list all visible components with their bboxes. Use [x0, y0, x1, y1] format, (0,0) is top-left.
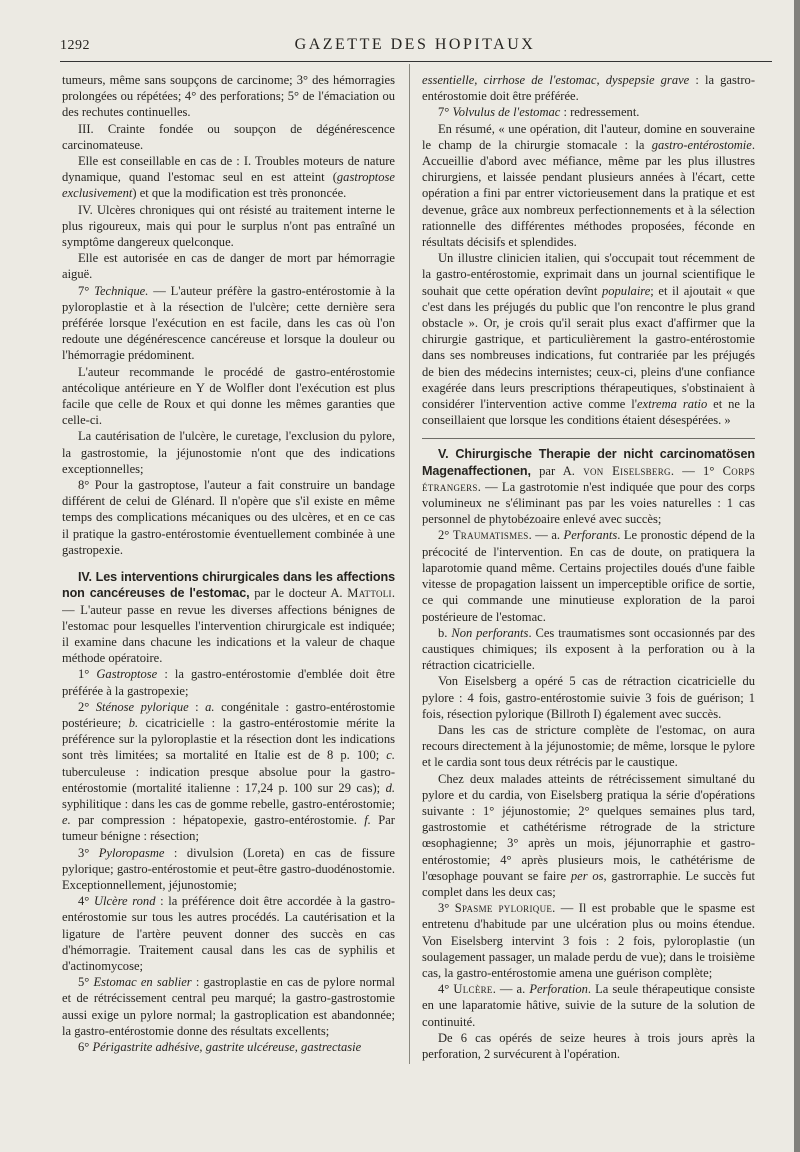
paragraph: 4° Ulcère. — a. Perforation. La seule thérapeutique consiste en une laparatomie hâtive, suivie de la suture de la solution de continuité. — [422, 982, 755, 1029]
left-column — [62, 72, 395, 1142]
page-edge-shadow — [794, 0, 800, 1152]
paragraph: tumeurs, même sans soupçons de carcinome; 3° des hémorragies prolongées ou répétées; 4° des perforations; 5° de l'émaciation ou des rechutes continuelles. — [62, 73, 395, 120]
paragraph: 4° Ulcère rond : la préférence doit être accordée à la gastro-entérostomie sur tous les autres procédés. La cautérisation et la ligature de l'artère peuvent donner des succès en cas d'hémorragie. Traitement causal dans les cas de syphilis et d'actinomycose; — [62, 894, 395, 973]
author-name: Eiselsberg — [603, 463, 671, 478]
paragraph: 5° Estomac en sablier : gastroplastie en cas de pylore normal et de rétrécissement central peu marqué; la gastro-gastrostomie aussi exige un pylore normal; la gastroplication est abandonnée; la gastro-entérostomie donne des résultats excellents; — [62, 975, 395, 1038]
column-divider — [409, 64, 410, 1064]
page-header — [60, 34, 770, 56]
paragraph: 7° Volvulus de l'estomac : redressement. — [438, 105, 640, 120]
paragraph: 6° Périgastrite adhésive, gastrite ulcéreuse, gastrectasie — [78, 1039, 362, 1054]
section-intro: IV. Les interventions chirurgicales dans les affections non cancéreuses de l'estomac, par le docteur A. Mattoli. — L'auteur passe en revue les diverses affections bénignes de l'estomac pour lesquelles l'intervention chirurgicale est indiquée; il examine dans chacune les indications et la valeur de chaque méthode opératoire. — [62, 570, 395, 666]
paragraph: III. Crainte fondée ou soupçon de dégénérescence carcinomateuse. — [62, 121, 395, 152]
paragraph: 3° Pyloropasme : divulsion (Loreta) en cas de fissure pylorique; gastro-entérostomie et peut-être gastro-duodénostomie. Exceptionnellement, jéjunostomie; — [62, 845, 395, 892]
author-name: Mattoli — [347, 586, 392, 601]
subheading: Corps étrangers — [422, 463, 755, 494]
subheading: Traumatismes — [452, 528, 529, 543]
subheading: Ulcère — [453, 982, 493, 997]
paragraph: 1° Gastroptose : la gastro-entérostomie d'emblée doit être préférée à la gastropexie; — [62, 667, 395, 698]
paragraph: L'auteur recommande le procédé de gastro-entérostomie antécolique antérieure en Y de Wolfler dont l'exécution est plus facile que celle de Roux et qui donne les mêmes garanties que celle-ci. — [62, 364, 395, 428]
paragraph: Chez deux malades atteints de rétrécissement simultané du pylore et du cardia, von Eiselsberg pratiqua la série d'opérations suivante : 1° jéjunostomie; 2° quelques semaines plus tard, gastrostomie et cathétérisme rétrograde de la stricture œsophagienne; 3° après un mois, jéjunorraphie et gastro-entérostomie; 4° après plusieurs mois, le cathétérisme de l'œsophage pouvant se faire per os, gastrorraphie. Le succès fut complet dans les deux cas; — [422, 771, 755, 899]
paragraph: 3° Spasme pylorique. — Il est probable que le spasme est entretenu d'habitude par une ulcération plus ou moins étendue. Von Eiselsberg intervint 3 fois : 2 fois, pyloroplastie (un soulagement passager, un malade perdu de vue); dans le troisième cas, la gastro-entérostomie amena une guérison complète; — [422, 901, 755, 980]
paragraph: Dans les cas de stricture complète de l'estomac, on aura recours directement à la jéjunostomie; de même, lorsque le pylore et le cardia sont tous deux rétrécis par le caustique. — [422, 722, 755, 770]
subheading: Spasme pylorique — [454, 901, 553, 916]
paragraph: Un illustre clinicien italien, qui s'occupait tout récemment de la gastro-entérostomie, exprimait dans un journal scientifique le souhait que cette opération devînt populaire; et il ajoutait « que c'est dans les préjugés du public que l'on rencontre le plus grand obstacle ». Or, je crois qu'il serait plus exact d'affirmer que la chirurgie gastrique, et particulièrement la gastro-entérostomie dans ses nombreuses indications, fut contrariée par les préjugés de bien des médecins internistes; ceux-ci, pleins d'une confiance exagérée dans leurs prescriptions thérapeutiques, s'obstinaient à considérer l'intervention active comme l'extrema ratio et ne la conseillaient que lorsque les conditions étaient désespérées. » — [422, 251, 755, 428]
paragraph: De 6 cas opérés de seize heures à trois jours après la perforation, 2 survécurent à l'opération. — [422, 1030, 755, 1061]
paragraph: b. Non perforants. Ces traumatismes sont occasionnés par des caustiques chimiques; ils exposent à la perforation ou à la rétraction cicatricielle. — [422, 625, 755, 673]
paragraph: 2° Sténose pylorique : a. congénitale : gastro-entérostomie postérieure; b. cicatricielle : la gastro-entérostomie mérite la préférence sur la pyloroplastie et la résection dont les indications sont très limitées; sa mortalité en Italie est de 8 p. 100; c. tuberculeuse : indication presque absolue pour la gastro-entérostomie (mortalité italienne : 17,24 p. 100 sur 29 cas); d. syphilitique : dans les cas de gomme rebelle, gastro-entérostomie; e. par compression : hépatopexie, gastro-entérostomie. f. Par tumeur bénigne : résection; — [62, 699, 395, 844]
paragraph: 2° Traumatismes. — a. Perforants. Le pronostic dépend de la précocité de l'intervention. En cas de doute, on pratiquera la laparotomie quand même. Certains projectiles doués d'une faible vitesse de propagation laissent un imperceptible orifice de sortie, ce qui commande une minutieuse exploration de la paroi postérieure de l'estomac. — [422, 528, 755, 624]
author-particle: von — [583, 463, 604, 478]
section-rule — [422, 438, 755, 439]
paragraph: IV. Ulcères chroniques qui ont résisté au traitement interne le plus rigoureux, mais qui pour le surplus n'ont pas entraîné un symptôme dangereux quelconque. — [62, 202, 395, 250]
paragraph: La cautérisation de l'ulcère, le curetage, l'exclusion du pylore, la gastrostomie, la jéjunostomie n'ont que des indications exceptionnelles; — [62, 429, 395, 476]
header-rule — [60, 61, 772, 62]
journal-title: GAZETTE DES HOPITAUX — [294, 36, 536, 53]
section-heading: V. Chirurgische Therapie der nicht carcinomatösen Magenaffectionen, — [422, 447, 755, 478]
page-number: 1292 — [60, 38, 90, 53]
paragraph: Elle est conseillable en cas de : I. Troubles moteurs de nature dynamique, quand l'estomac seul en est atteint (gastroptose exclusivement) et que la modification est très prononcée. — [62, 154, 395, 201]
paragraph: essentielle, cirrhose de l'estomac, dyspepsie grave : la gastro-entérostomie doit être préférée. — [422, 73, 755, 104]
paragraph: 8° Pour la gastroptose, l'auteur a fait construire un bandage différent de celui de Glénard. Il n'opère que s'il existe en même temps des complications mécaniques ou des ulcères, et en ce cas il pratique la gastro-entérostomie éventuellement combinée à une gastropexie. — [62, 478, 395, 557]
section-heading: IV. Les interventions chirurgicales dans les affections non cancéreuses de l'estomac, — [62, 570, 395, 601]
right-column — [422, 72, 755, 1142]
paragraph: Elle est autorisée en cas de danger de mort par hémorragie aiguë. — [62, 251, 395, 282]
section-gap — [62, 558, 395, 569]
paragraph: En résumé, « une opération, dit l'auteur, domine en souveraine le champ de la chirurgie stomacale : la gastro-entérostomie. Accueillie d'abord avec méfiance, même par les plus illustres chirurgiens, et laissée pendant plusieurs années à l'écart, cette opération a fini par entrer victorieusement dans la pratique et est devenue, grâce aux nombreux perfectionnements et à la sélection rationnelle des différentes méthodes proposées, féconde en résultats décisifs et splendides. — [422, 121, 755, 250]
paragraph: Von Eiselsberg a opéré 5 cas de rétraction cicatricielle du pylore : 4 fois, gastro-entérostomie suivie 3 fois de guérison; 1 fois, résection pylorique (Billroth I) également avec succès. — [422, 674, 755, 721]
section-intro: V. Chirurgische Therapie der nicht carcinomatösen Magenaffectionen, par A. von Eiselsberg. — 1° Corps étrangers. — La gastrotomie n'est indiquée que pour des corps volumineux ne s'éliminant pas par les voies naturelles : 1 cas personnel de phytobézoaire enlevé avec succès; — [422, 447, 755, 527]
paragraph: 7° Technique. — L'auteur préfère la gastro-entérostomie à la pyloroplastie et à la résection de l'ulcère; cette dernière sera préférée lorsque l'exécution en est facile, dans les cas où l'on redoute une dégénérescence cancéreuse et lorsque la douleur ou l'hémorragie prédominent. — [62, 283, 395, 363]
